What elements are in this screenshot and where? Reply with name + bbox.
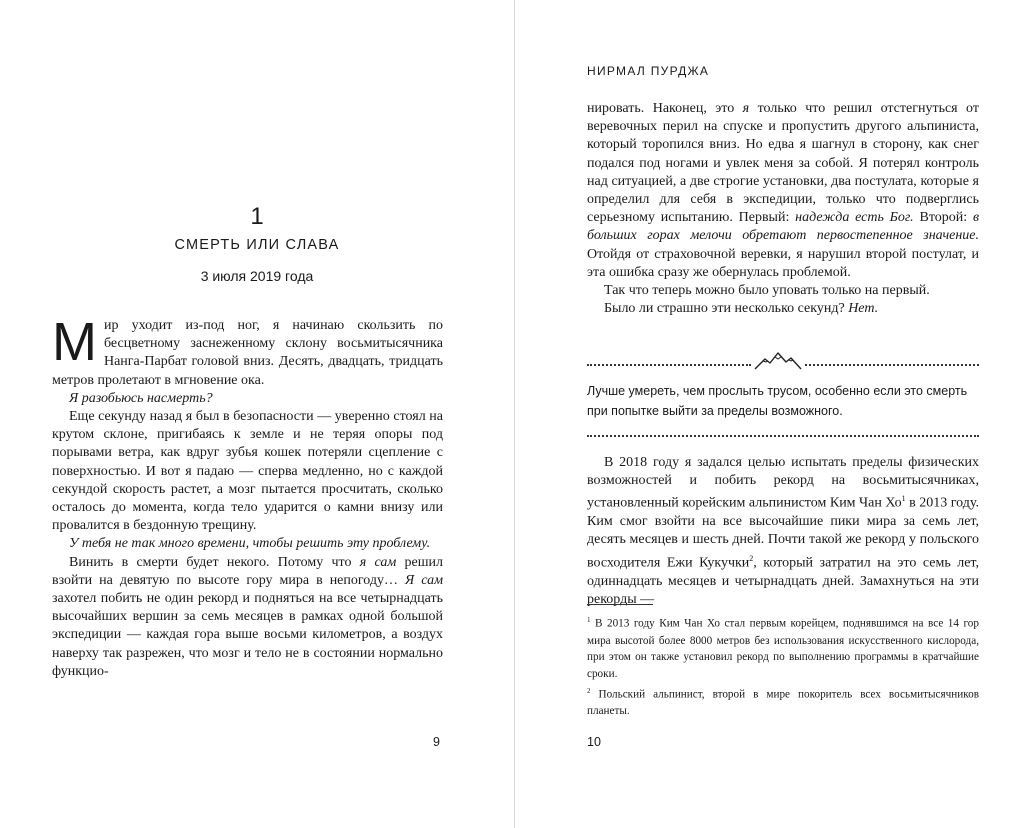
pull-quote: Лучше умереть, чем прослыть трусом, особенно если это смерть при попытке выйти за пределы возможного. xyxy=(587,384,968,418)
paragraph: У тебя не так много времени, чтобы решить эту проблему. xyxy=(69,536,431,552)
footnote-rule xyxy=(587,604,653,605)
paragraph: Я разобьюсь насмерть? xyxy=(69,390,213,406)
page-number-right: 10 xyxy=(587,735,601,749)
paragraph: нировать. Наконец, это я только что решил отстегнуться от веревочных перил на спуске и пропустить другого альпиниста, который торопился вниз. Но едва я шагнул в сторону, как снег подался под ногами и увлек меня за собой. Я потерял контроль над ситуацией, а две строгие установки, два постулата, которые я определил для себя в экспедиции, только что подверглись серьезному испытанию. Первый: надежда есть Бог. Второй: в больших горах мелочи обретают первостепенное значение. Отойдя от страховочной веревки, я нарушил второй постулат, и эта ошибка сразу же обернулась проблемой. xyxy=(587,101,980,280)
paragraph: В 2018 году я задался целью испытать пределы физических возможностей и побить рекорд на восьмитысячниках, установленный корейским альпинистом Ким Чан $Хо^1$ в 2013 году. Ким смог взойти на все высочайшие пики мира за семь лет, десять месяцев и шесть дней. Почти такой же рекорд у польского восходителя Ежи Кукучки$^2$, который затратил на это семь лет, одиннадцать месяцев и четырнадцать дней. Замахнуться на эти рекорды — xyxy=(587,455,979,607)
separator-dots xyxy=(587,435,979,437)
footnote: $^2$ Польский альпинист, второй в мире покоритель всех восьмитысячников планеты. xyxy=(587,686,979,718)
chapter-title: СМЕРТЬ ИЛИ СЛАВА xyxy=(174,237,340,253)
separator-dots xyxy=(587,364,751,366)
paragraph: Так что теперь можно было уповать только на первый. xyxy=(604,283,930,299)
footnote: $^1$ В 2013 году Ким Чан Хо стал первым корейцем, поднявшимся на все 14 гор мира высотой более 8000 метров без использования искусственного кислорода, при этом он также установил рекорд по выполнению программы в кратчайшие сроки. xyxy=(587,616,979,681)
separator-dots xyxy=(805,364,979,366)
paragraph: Было ли страшно эти несколько секунд? Нет. xyxy=(604,301,879,317)
chapter-number: 1 xyxy=(250,203,264,230)
footnotes xyxy=(587,612,979,720)
paragraph: Винить в смерти будет некого. Потому что я сам решил взойти на девятую по высоте гору мира в непогоду… Я сам захотел побить не один рекорд и подняться на все четырнадцать высочайших вершин за семь месяцев в рамках одной большой экспедиции — каждая гора выше восьми километров, а воздух наверху так разрежен, что мозг и тело не в состоянии нормально функцио- xyxy=(52,554,444,679)
mountain-icon xyxy=(753,350,803,372)
paragraph: Еще секунду назад я был в безопасности — уверенно стоял на крутом склоне, пригибаясь к земле и не теряя опоры под порывами ветра, как вдруг зубья кошек потеряли сцепление с поверхностью. И вот я падаю — сперва медленно, но с каждой секундой скорость растет, а мозг пытается просчитать, сколько осталось до момента, когда тело ударится о камни внизу или провалится в бездонную трещину. xyxy=(52,409,443,534)
paragraph: Мир уходит из-под ног, я начинаю скользить по бесцветному заснеженному склону восьмитысячника Нанга-Парбат головой вниз. Десять, двадцать, тридцать метров пролетают в мгновение ока. xyxy=(52,312,443,388)
left-body-text xyxy=(52,312,444,681)
right-body-text xyxy=(587,100,979,318)
right-body-text-2 xyxy=(587,454,979,609)
chapter-date: 3 июля 2019 года xyxy=(200,268,314,284)
page-number-left: 9 xyxy=(433,735,440,749)
drop-cap: М xyxy=(52,312,97,372)
running-head: НИРМАЛ ПУРДЖА xyxy=(587,64,710,78)
